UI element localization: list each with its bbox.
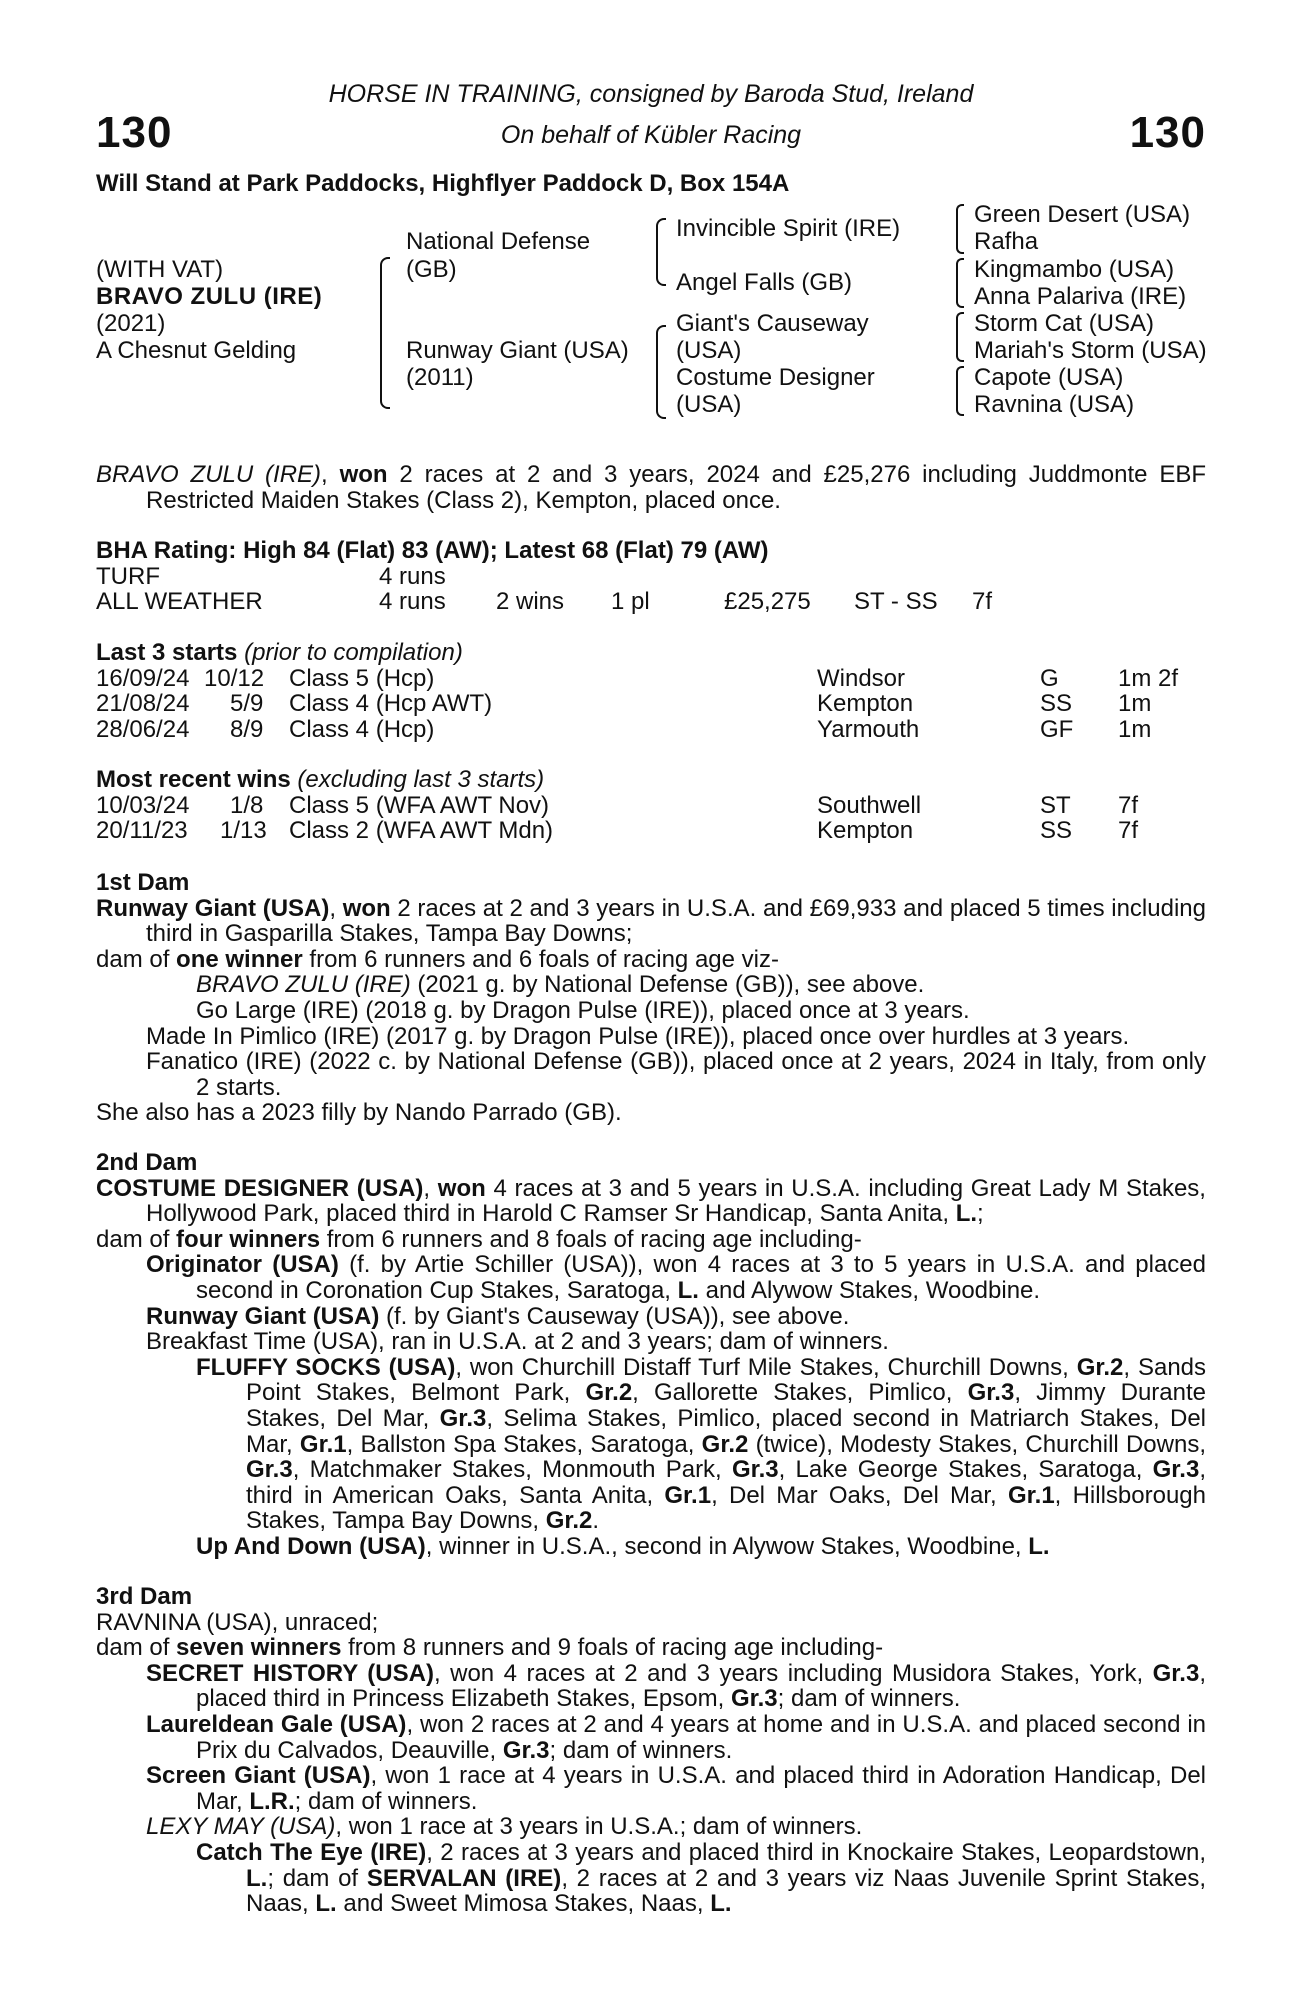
- produce-item: Made In Pimlico (IRE) (2017 g. by Dragon Pulse (IRE)), placed once over hurdles at 3 years.: [146, 1022, 1130, 1050]
- gp-brace-1: [956, 204, 964, 254]
- dam-brace: [656, 325, 666, 419]
- horse-description: A Chesnut Gelding: [96, 337, 297, 364]
- sire-country: (GB): [406, 256, 457, 283]
- produce-item: BRAVO ZULU (IRE) (2021 g. by National Defense (GB)), see above.: [196, 971, 925, 999]
- first-dam-heading: 1st Dam: [96, 869, 190, 896]
- produce-item: Laureldean Gale (USA), won 2 races at 2 and 4 years at home and in U.S.A. and placed second in Prix du Calvados, Deauville, Gr.3; dam of winners.: [146, 1710, 1207, 1764]
- start-row: 28/06/24 8/9 Class 4 (Hcp) Yarmouth GF 1m: [96, 715, 1152, 743]
- dam-sire-line1: Giant's Causeway: [676, 310, 869, 337]
- rating-row: TURF 4 runs: [96, 562, 446, 590]
- grandproduce-item: Up And Down (USA), winner in U.S.A., second in Alywow Stakes, Woodbine, L.: [196, 1532, 1050, 1560]
- sire-name: National Defense: [406, 228, 591, 255]
- dam-year: (2011): [406, 364, 474, 391]
- produce-item: Screen Giant (USA), won 1 race at 4 years in U.S.A. and placed third in Adoration Handicap, Del Mar, L.R.; dam of winners.: [146, 1762, 1206, 1815]
- lot-number-left: 130: [96, 108, 173, 157]
- start-row: 21/08/24 5/9 Class 4 (Hcp AWT) Kempton SS 1m: [96, 690, 1152, 718]
- horse-name: BRAVO ZULU (IRE): [96, 283, 323, 310]
- sire-sire: Invincible Spirit (IRE): [676, 215, 901, 242]
- gp-brace-3: [956, 312, 964, 362]
- first-dam-section: 1st Dam Runway Giant (USA), won 2 races at 2 and 3 years in U.S.A. and £69,933 and placed 5 times including third in Gasparilla Stakes, Tampa Bay Downs; dam of one winner from 6 runners and 6 foals of racing age viz- BRAVO ZULU (IRE) (2021 g. by National Defense (GB)), see above. Go Large (IRE) (2018 g. by Dragon Pulse (IRE)), placed once at 3 years. Made In Pimlico (IRE) (2017 g. by Dragon Pulse (IRE)), placed once over hurdles at 3 years. Fanatico (IRE) (2022 c. by National Defense (GB)), placed once at 2 years, 2024 in Italy, from only 2 starts. She also has a 2023 filly by Nando Parrado (GB).: [96, 869, 1206, 1127]
- sire-brace: [656, 218, 666, 286]
- consignor-line: HORSE IN TRAINING, consigned by Baroda Stud, Ireland: [328, 80, 974, 108]
- gp-brace-2: [956, 258, 964, 308]
- gp-brace-4: [956, 366, 964, 416]
- great-grandparent-8: Ravnina (USA): [974, 391, 1135, 418]
- summary-horse-name: BRAVO ZULU (IRE): [96, 461, 322, 488]
- produce-item: Go Large (IRE) (2018 g. by Dragon Pulse (IRE)), placed once at 3 years.: [196, 996, 970, 1024]
- great-grandparent-1: Green Desert (USA): [974, 201, 1191, 228]
- race-summary: BRAVO ZULU (IRE), won 2 races at 2 and 3 years, 2024 and £25,276 including Juddmonte EBF Restricted Maiden Stakes (Class 2), Kempton, placed once.: [96, 461, 1206, 514]
- second-dam-section: 2nd Dam COSTUME DESIGNER (USA), won 4 races at 3 and 5 years in U.S.A. including Great Lady M Stakes, Hollywood Park, placed third in Harold C Ramser Sr Handicap, Santa Anita, L.; dam of four winners from 6 runners and 8 foals of racing age including- Originator (USA) (f. by Artie Schiller (USA)), won 4 races at 3 to 5 years in U.S.A. and placed second in Coronation Cup Stakes, Saratoga, L. and Alywow Stakes, Woodbine. Runway Giant (USA) (f. by Giant's Causeway (USA)), see above. Breakfast Time (USA), ran in U.S.A. at 2 and 3 years; dam of winners. FLUFFY SOCKS (USA), won Churchill Distaff Turf Mile Stakes, Churchill Downs, Gr.2, Sands Point Stakes, Belmont Park, Gr.2, Gallorette Stakes, Pimlico, Gr.3, Jimmy Durante Stakes, Del Mar, Gr.3, Selima Stakes, Pimlico, placed second in Matriarch Stakes, Del Mar, Gr.1, Ballston Spa Stakes, Saratoga, Gr.2 (twice), Modesty Stakes, Churchill Downs, Gr.3, Matchmaker Stakes, Monmouth Park, Gr.3, Lake George Stakes, Saratoga, Gr.3, third in American Oaks, Santa Anita, Gr.1, Del Mar Oaks, Del Mar, Gr.1, Hillsborough Stakes, Tampa Bay Downs, Gr.2. Up And Down (USA), winner in U.S.A., second in Alywow Stakes, Woodbine, L.: [96, 1149, 1207, 1560]
- third-dam-section: 3rd Dam RAVNINA (USA), unraced; dam of seven winners from 8 runners and 9 foals of racing age including- SECRET HISTORY (USA), won 4 races at 2 and 3 years including Musidora Stakes, York, Gr.3, placed third in Princess Elizabeth Stakes, Epsom, Gr.3; dam of winners. Laureldean Gale (USA), won 2 races at 2 and 4 years at home and in U.S.A. and placed second in Prix du Calvados, Deauville, Gr.3; dam of winners. Screen Giant (USA), won 1 race at 4 years in U.S.A. and placed third in Adoration Handicap, Del Mar, L.R.; dam of winners. LEXY MAY (USA), won 1 race at 3 years in U.S.A.; dam of winners. Catch The Eye (IRE), 2 races at 3 years and placed third in Knockaire Stakes, Leopardstown, L.; dam of SERVALAN (IRE), 2 races at 2 and 3 years viz Naas Juvenile Sprint Stakes, Naas, L. and Sweet Mimosa Stakes, Naas, L.: [96, 1583, 1207, 1918]
- great-grandparent-5: Storm Cat (USA): [974, 310, 1155, 337]
- produce-item: Originator (USA) (f. by Artie Schiller (USA)), won 4 races at 3 to 5 years in U.S.A. and placed second in Coronation Cup Stakes, Saratoga, L. and Alywow Stakes, Woodbine.: [146, 1251, 1207, 1304]
- win-row: 10/03/24 1/8 Class 5 (WFA AWT Nov) Southwell ST 7f: [96, 791, 1139, 819]
- great-grandparent-3: Kingmambo (USA): [974, 256, 1175, 283]
- behalf-line: On behalf of Kübler Racing: [500, 121, 802, 149]
- great-grandparent-2: Rafha: [974, 228, 1039, 255]
- win-row: 20/11/23 1/13 Class 2 (WFA AWT Mdn) Kempton SS 7f: [96, 817, 1139, 845]
- rating-row: ALL WEATHER 4 runs 2 wins 1 pl £25,275 ST - SS 7f: [96, 588, 993, 616]
- sire-dam: Angel Falls (GB): [676, 269, 853, 296]
- bha-rating: BHA Rating: High 84 (Flat) 83 (AW); Latest 68 (Flat) 79 (AW): [96, 537, 769, 564]
- stand-location: Will Stand at Park Paddocks, Highflyer Paddock D, Box 154A: [96, 170, 790, 197]
- vat-note: (WITH VAT): [96, 256, 224, 283]
- produce-item: Fanatico (IRE) (2022 c. by National Defense (GB)), placed once at 2 years, 2024 in Italy, from only 2 starts.: [146, 1048, 1206, 1101]
- start-row: 16/09/24 10/12 Class 5 (Hcp) Windsor G 1m 2f: [96, 664, 1179, 692]
- produce-item: Breakfast Time (USA), ran in U.S.A. at 2 and 3 years; dam of winners.: [146, 1328, 889, 1356]
- produce-item: SECRET HISTORY (USA), won 4 races at 2 and 3 years including Musidora Stakes, York, Gr.3, placed third in Princess Elizabeth Stakes, Epsom, Gr.3; dam of winners.: [146, 1659, 1206, 1713]
- last-3-starts: Last 3 starts (prior to compilation) 16/09/24 10/12 Class 5 (Hcp) Windsor G 1m 2f 21/08/24 5/9 Class 4 (Hcp AWT) Kempton SS 1m 28/06/24 8/9 Class 4 (Hcp) Yarmouth GF 1m: [96, 640, 1206, 742]
- second-dam-heading: 2nd Dam: [96, 1149, 198, 1176]
- rating-section: [96, 538, 1206, 615]
- great-grandparent-6: Mariah's Storm (USA): [974, 337, 1207, 364]
- pedigree-brace: [380, 257, 390, 409]
- recent-wins: Most recent wins (excluding last 3 starts) 10/03/24 1/8 Class 5 (WFA AWT Nov) Southwell ST 7f 20/11/23 1/13 Class 2 (WFA AWT Mdn) Kempton SS 7f: [96, 767, 1206, 844]
- grandproduce-item: Catch The Eye (IRE), 2 races at 3 years and placed third in Knockaire Stakes, Leopardstown, L.; dam of SERVALAN (IRE), 2 races at 2 and 3 years viz Naas Juvenile Sprint Stakes, Naas, L. and Sweet Mimosa Stakes, Naas, L.: [196, 1838, 1207, 1918]
- produce-item: Runway Giant (USA) (f. by Giant's Causeway (USA)), see above.: [146, 1302, 850, 1330]
- great-grandparent-7: Capote (USA): [974, 364, 1124, 391]
- produce-item: LEXY MAY (USA), won 1 race at 3 years in U.S.A.; dam of winners.: [146, 1813, 863, 1841]
- foaling-year: (2021): [96, 310, 166, 337]
- third-dam-heading: 3rd Dam: [96, 1583, 193, 1610]
- catalogue-page: [96, 0, 1206, 2000]
- great-grandparent-4: Anna Palariva (IRE): [974, 283, 1187, 310]
- dam-dam-line1: Costume Designer: [676, 364, 875, 391]
- dam-dam-line2: (USA): [676, 391, 742, 418]
- dam-name: Runway Giant (USA): [406, 337, 629, 364]
- lot-number-right: 130: [1129, 108, 1206, 157]
- grandproduce-item: FLUFFY SOCKS (USA), won Churchill Distaff Turf Mile Stakes, Churchill Downs, Gr.2, Sands Point Stakes, Belmont Park, Gr.2, Gallorette Stakes, Pimlico, Gr.3, Jimmy Durante Stakes, Del Mar, Gr.3, Selima Stakes, Pimlico, placed second in Matriarch Stakes, Del Mar, Gr.1, Ballston Spa Stakes, Saratoga, Gr.2 (twice), Modesty Stakes, Churchill Downs, Gr.3, Matchmaker Stakes, Monmouth Park, Gr.3, Lake George Stakes, Saratoga, Gr.3, third in American Oaks, Santa Anita, Gr.1, Del Mar Oaks, Del Mar, Gr.1, Hillsborough Stakes, Tampa Bay Downs, Gr.2.: [196, 1353, 1207, 1535]
- dam-sire-line2: (USA): [676, 337, 742, 364]
